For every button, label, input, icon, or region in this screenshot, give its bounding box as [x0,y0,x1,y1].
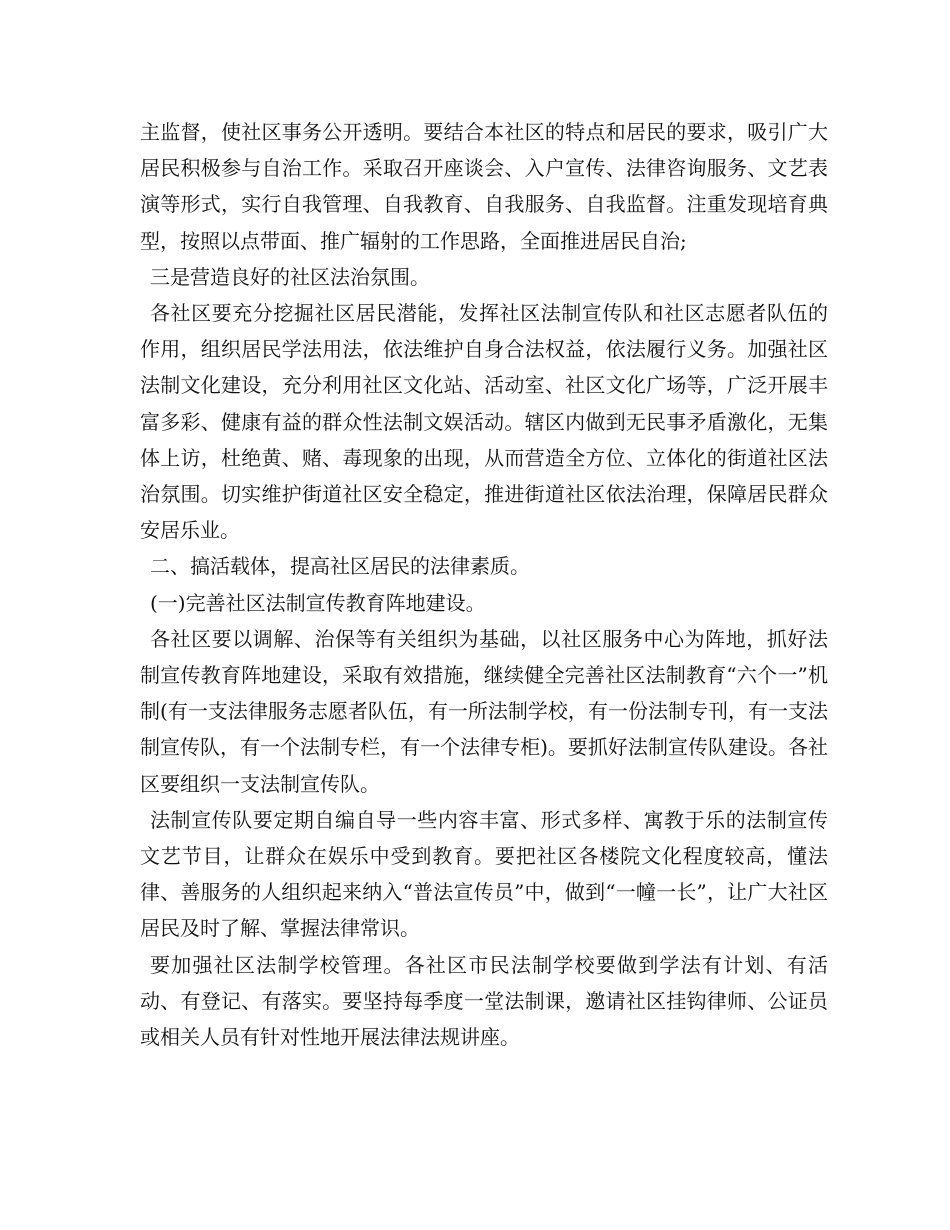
subsection-heading-1: (一)完善社区法制宣传教育阵地建设。 [150,590,486,615]
paragraph-1: 主监督，使社区事务公开透明。要结合本社区的特点和居民的要求，吸引广大居民积极参与自治工作。采取召开座谈会、入户宣传、法律咨询服务、文艺表演等形式，实行自我管理、自我教育、自我服务、自我监督。注重发现培育典型，按照以点带面、推广辐射的工作思路，全面推进居民自治; [140,120,828,253]
paragraph-8: 要加强社区法制学校管理。各社区市民法制学校要做到学法有计划、有活动、有登记、有落实。要坚持每季度一堂法制课，邀请社区挂钩律师、公证员或相关人员有针对性地开展法律法规讲座。 [140,952,828,1050]
paragraph-6: 各社区要以调解、治保等有关组织为基础，以社区服务中心为阵地，抓好法制宣传教育阵地建设，采取有效措施，继续健全完善社区法制教育“六个一”机制(有一支法律服务志愿者队伍，有一所法制学校，有一份法制专刊，有一支法制宣传队，有一个法制专栏，有一个法律专柜)。要抓好法制宣传队建设。各社区要组织一支法制宣传队。 [140,626,828,796]
document-body [140,114,828,1055]
paragraph-7: 法制宣传队要定期自编自导一些内容丰富、形式多样、寓教于乐的法制宣传文艺节目，让群众在娱乐中受到教育。要把社区各楼院文化程度较高，懂法律、善服务的人组织起来纳入“普法宣传员”中，做到“一幢一长”，让广大社区居民及时了解、掌握法律常识。 [140,807,828,941]
section-heading-2: 二、搞活载体，提高社区居民的法律素质。 [150,554,530,579]
paragraph-2: 三是营造良好的社区法治氛围。 [150,264,430,289]
paragraph-3: 各社区要充分挖掘社区居民潜能，发挥社区法制宣传队和社区志愿者队伍的作用，组织居民学法用法，依法维护自身合法权益，依法履行义务。加强社区法制文化建设，充分利用社区文化站、活动室、社区文化广场等，广泛开展丰富多彩、健康有益的群众性法制文娱活动。辖区内做到无民事矛盾激化，无集体上访，杜绝黄、赌、毒现象的出现，从而营造全方位、立体化的街道社区法治氛围。切实维护街道社区安全稳定，推进街道社区依法治理，保障居民群众安居乐业。 [140,301,828,543]
